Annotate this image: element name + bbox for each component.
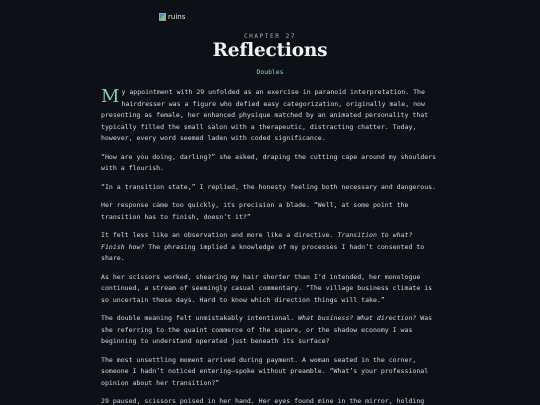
paragraph <box>101 313 437 348</box>
paragraph: 29 paused, scissors poised in her hand. Her eyes found mine in the mirror, holding <box>101 397 425 405</box>
chapter-title: Reflections <box>212 40 328 61</box>
paragraph: “In a transition state,” I replied, the honesty feeling both necessary and dangerous. <box>101 182 437 191</box>
paragraph: Her response came too quickly, its precision a blade. “Well, at some point the transition has to finish, doesn’t it?” <box>101 201 409 221</box>
paragraph: As her scissors worked, shearing my hair shorter than I’d intended, her monologue continued, a stream of seemingly casual commentary. “The village business climate is so uncertain these days. Hard to know which direction things will take.” <box>101 272 433 304</box>
paragraph: “How are you doing, darling?” she asked, draping the cutting cape around my shoulders with a flourish. <box>101 152 437 173</box>
paragraph <box>101 230 437 265</box>
paragraph-emphasis: What business? What direction? <box>298 314 417 323</box>
paragraph <box>101 87 437 145</box>
image-alt-text: ruins <box>168 13 186 21</box>
paragraph: The most unsettling moment arrived during payment. A woman seated in the corner, someone I hadn’t noticed entering—spoke without preamble. “What’s your professional opinion about her transition?” <box>101 355 429 388</box>
paragraph-text: y appointment with 29 unfolded as an exercise in paranoid interpretation. The hairdresser was a figure who defied easy categorization, originally male, now presenting as female, her enhanced physique matched by an animated personality that typically filled the small salon with a therapeutic, distracting chatter. Today, however, every word seemed laden with coded significance. <box>101 88 429 143</box>
drop-cap: M <box>101 86 120 107</box>
paragraph-text: The double meaning felt unmistakably intentional. <box>101 314 299 323</box>
paragraph-text: Was she referring to the quaint commerce of the square, or the shadow economy I was beginning to understand operated just beneath its surface? <box>101 314 433 346</box>
paragraph-text: It felt less like an observation and more like a directive. <box>101 231 338 240</box>
chapter-subtitle: Doubles <box>256 68 284 76</box>
chapter-body <box>101 87 437 405</box>
broken-image-icon <box>159 13 166 21</box>
paragraph-text: The phrasing implied a knowledge of my processes I hadn’t consented to share. <box>101 242 425 263</box>
paragraph-emphasis: Transition to what? Finish how? <box>101 231 413 251</box>
chapter-number: CHAPTER 27 <box>243 33 297 40</box>
chapter-header-image <box>159 11 185 23</box>
